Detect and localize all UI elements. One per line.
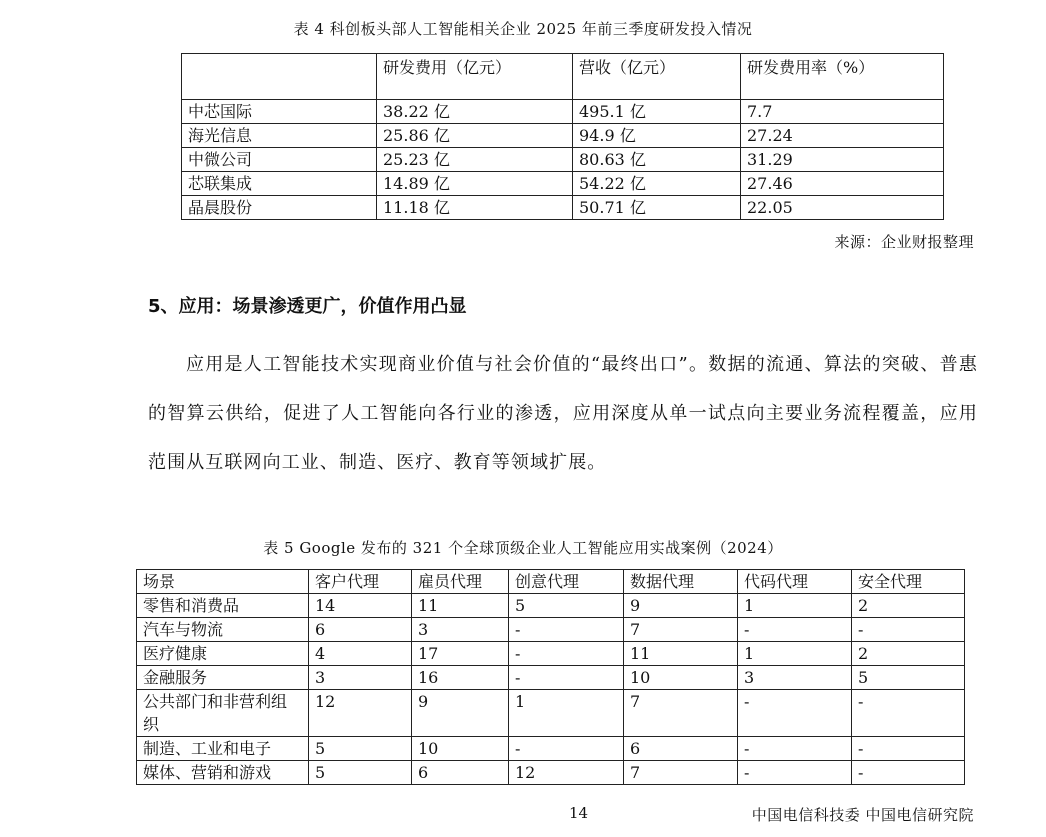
table5 — [136, 569, 965, 785]
body-paragraph: 应用是人工智能技术实现商业价值与社会价值的“最终出口”。数据的流通、算法的突破、普惠的智算云供给，促进了人工智能向各行业的渗透，应用深度从单一试点向主要业务流程覆盖，应用范围从互联网向工业、制造、医疗、教育等领域扩展。 — [148, 354, 978, 473]
table-cell: 54.22 亿 — [573, 172, 741, 196]
table-cell: 31.29 — [741, 148, 944, 172]
header-cell: 场景 — [137, 570, 309, 594]
table-cell: 495.1 亿 — [573, 100, 741, 124]
table-cell: 7.7 — [741, 100, 944, 124]
header-cell: 营收（亿元） — [573, 54, 741, 100]
table-cell: 6 — [412, 761, 509, 785]
table-cell: - — [852, 618, 965, 642]
table5-caption: 表 5 Google 发布的 321 个全球顶级企业人工智能应用实战案例（2024） — [263, 539, 783, 557]
table-cell: 5 — [509, 594, 624, 618]
table-cell: 1 — [509, 690, 624, 737]
table-cell: 1 — [738, 642, 852, 666]
header-cell: 研发费用（亿元） — [377, 54, 573, 100]
table-cell: 5 — [852, 666, 965, 690]
table-cell: - — [738, 690, 852, 737]
table-cell: 9 — [624, 594, 738, 618]
table-row — [137, 737, 965, 761]
table-cell: 27.24 — [741, 124, 944, 148]
table-row — [137, 618, 965, 642]
table-cell: 海光信息 — [182, 124, 377, 148]
table-cell: 11 — [624, 642, 738, 666]
table-cell: - — [852, 761, 965, 785]
table-cell: 11 — [412, 594, 509, 618]
table-cell: 16 — [412, 666, 509, 690]
table-cell: 7 — [624, 618, 738, 642]
table-cell: 14 — [309, 594, 412, 618]
section-title: 5、应用：场景渗透更广，价值作用凸显 — [148, 296, 467, 317]
header-cell: 研发费用率（%） — [741, 54, 944, 100]
table-cell: 3 — [738, 666, 852, 690]
table-cell: 12 — [509, 761, 624, 785]
table-cell: 芯联集成 — [182, 172, 377, 196]
table-cell: 媒体、营销和游戏 — [137, 761, 309, 785]
header-cell: 代码代理 — [738, 570, 852, 594]
table-cell: 零售和消费品 — [137, 594, 309, 618]
table-cell: 6 — [624, 737, 738, 761]
table-cell: 中微公司 — [182, 148, 377, 172]
table-cell: 金融服务 — [137, 666, 309, 690]
header-cell: 数据代理 — [624, 570, 738, 594]
table-cell: 制造、工业和电子 — [137, 737, 309, 761]
table-cell: 10 — [624, 666, 738, 690]
table-cell: - — [852, 690, 965, 737]
table-cell: 晶晨股份 — [182, 196, 377, 220]
table-cell: 3 — [412, 618, 509, 642]
table-cell: - — [509, 642, 624, 666]
table-cell: 50.71 亿 — [573, 196, 741, 220]
table-row — [182, 172, 944, 196]
table-cell: 94.9 亿 — [573, 124, 741, 148]
table-cell: 7 — [624, 690, 738, 737]
table-cell: - — [738, 761, 852, 785]
table-cell: 1 — [738, 594, 852, 618]
table-cell: - — [852, 737, 965, 761]
table-row — [137, 594, 965, 618]
header-cell: 客户代理 — [309, 570, 412, 594]
table-cell: 11.18 亿 — [377, 196, 573, 220]
table-row — [137, 761, 965, 785]
table-row — [137, 666, 965, 690]
table-cell: - — [509, 737, 624, 761]
table-cell: 7 — [624, 761, 738, 785]
table-cell: 5 — [309, 761, 412, 785]
table-cell: 6 — [309, 618, 412, 642]
header-cell: 创意代理 — [509, 570, 624, 594]
table4-source: 来源：企业财报整理 — [834, 233, 974, 251]
table-cell: 27.46 — [741, 172, 944, 196]
table-cell: 38.22 亿 — [377, 100, 573, 124]
header-cell: 雇员代理 — [412, 570, 509, 594]
table-row — [137, 642, 965, 666]
table-cell: 25.23 亿 — [377, 148, 573, 172]
table-cell: - — [509, 666, 624, 690]
table-cell: 17 — [412, 642, 509, 666]
table-cell: 80.63 亿 — [573, 148, 741, 172]
table-cell: - — [738, 737, 852, 761]
header-cell — [182, 54, 377, 100]
table-cell: 3 — [309, 666, 412, 690]
table-cell: 25.86 亿 — [377, 124, 573, 148]
table-cell: 2 — [852, 642, 965, 666]
table-cell: 汽车与物流 — [137, 618, 309, 642]
table-cell: - — [509, 618, 624, 642]
table-row — [137, 690, 965, 737]
table-header-row — [182, 54, 944, 100]
table-row — [182, 100, 944, 124]
footer-organizations: 中国电信科技委 中国电信研究院 — [751, 806, 974, 824]
table-header-row — [137, 570, 965, 594]
table-cell: 公共部门和非营利组织 — [137, 690, 309, 737]
table4-caption: 表 4 科创板头部人工智能相关企业 2025 年前三季度研发投入情况 — [293, 20, 753, 38]
table-cell: 4 — [309, 642, 412, 666]
table-cell: 5 — [309, 737, 412, 761]
table-row — [182, 148, 944, 172]
table-cell: 10 — [412, 737, 509, 761]
table-cell: 22.05 — [741, 196, 944, 220]
table4 — [181, 53, 944, 220]
header-cell: 安全代理 — [852, 570, 965, 594]
table-cell: 12 — [309, 690, 412, 737]
table-cell: 9 — [412, 690, 509, 737]
table-cell: 中芯国际 — [182, 100, 377, 124]
table-cell: 14.89 亿 — [377, 172, 573, 196]
table-cell: 医疗健康 — [137, 642, 309, 666]
table-cell: - — [738, 618, 852, 642]
table-row — [182, 124, 944, 148]
table-cell: 2 — [852, 594, 965, 618]
table-row — [182, 196, 944, 220]
page-number: 14 — [569, 804, 589, 822]
